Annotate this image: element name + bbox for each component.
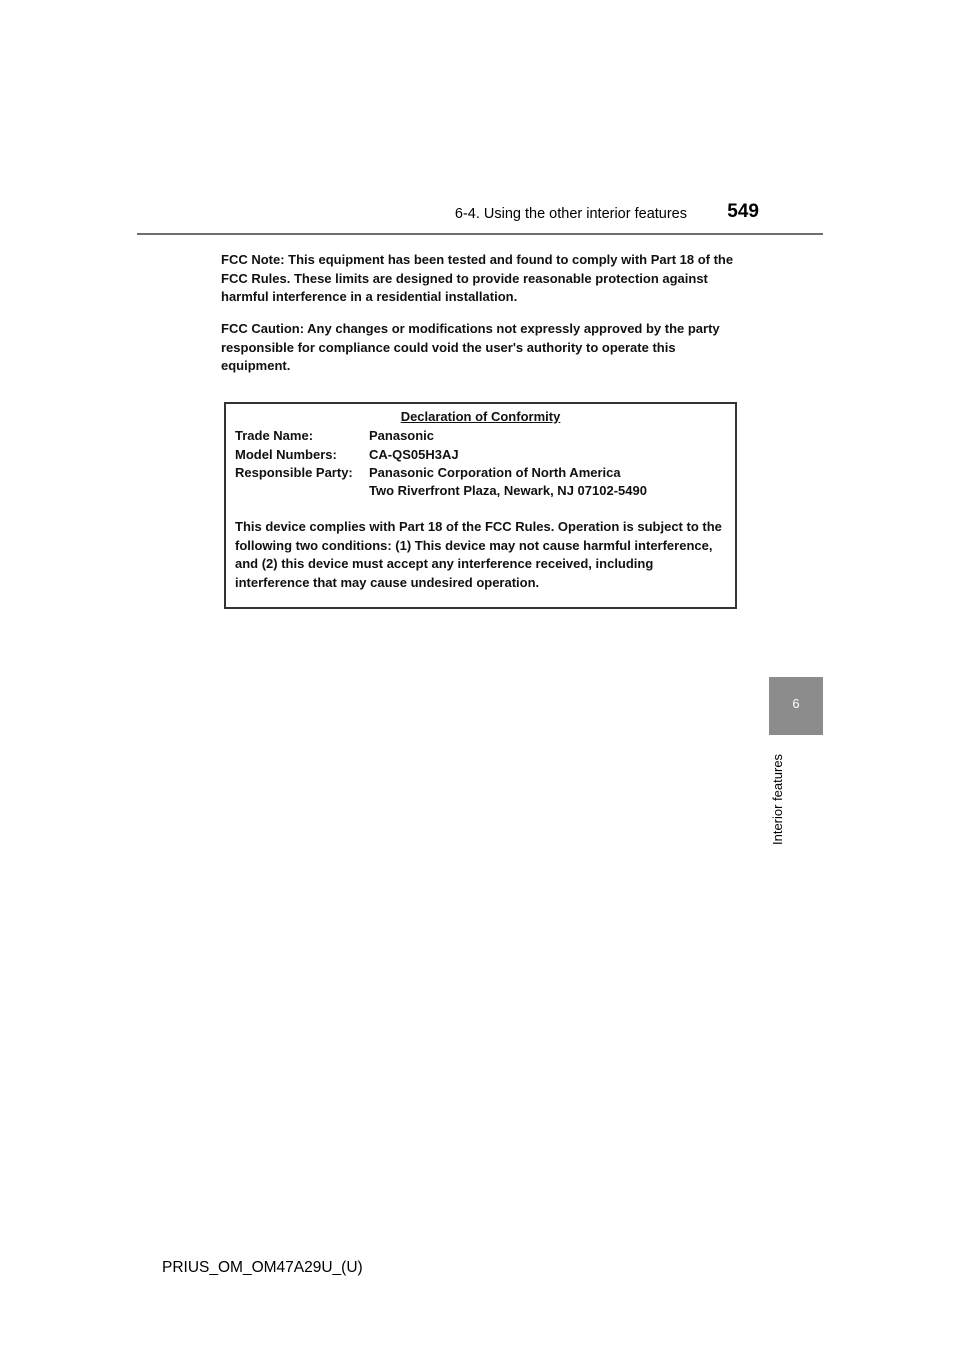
chapter-tab (769, 677, 823, 735)
header-rule (137, 233, 823, 235)
fcc-note: FCC Note: This equipment has been tested and found to comply with Part 18 of the FCC Rules. These limits are designed to provide reasonable protection against harmful interference in a residential installation. (221, 252, 734, 304)
row-label: Responsible Party: (235, 465, 353, 480)
page-header (137, 200, 823, 234)
row-label: Model Numbers: (235, 447, 337, 462)
fcc-figure (218, 245, 740, 613)
row-value: Panasonic Corporation of North America (369, 465, 621, 480)
compliance-statement: This device complies with Part 18 of the FCC Rules. Operation is subject to the following two conditions: (1) This device may not cause harmful interference, and (2) this device must accept any interference received, including interference that may cause undesired operation. (235, 519, 722, 590)
declaration-title: Declaration of Conformity (400, 409, 561, 424)
chapter-number: 6 (792, 696, 800, 711)
document-code: PRIUS_OM_OM47A29U_(U) (162, 1259, 363, 1276)
declaration-box (224, 402, 737, 609)
row-value: Two Riverfront Plaza, Newark, NJ 07102-5490 (369, 483, 647, 498)
row-value: Panasonic (369, 428, 435, 443)
chapter-label: Interior features (770, 753, 785, 845)
row-value: CA-QS05H3AJ (369, 447, 459, 462)
page-number: 549 (727, 201, 759, 222)
fcc-caution: FCC Caution: Any changes or modifications not expressly approved by the party responsible for compliance could void the user's authority to operate this equipment. (221, 321, 720, 373)
row-label: Trade Name: (235, 428, 314, 443)
section-title: 6-4. Using the other interior features (454, 206, 687, 222)
